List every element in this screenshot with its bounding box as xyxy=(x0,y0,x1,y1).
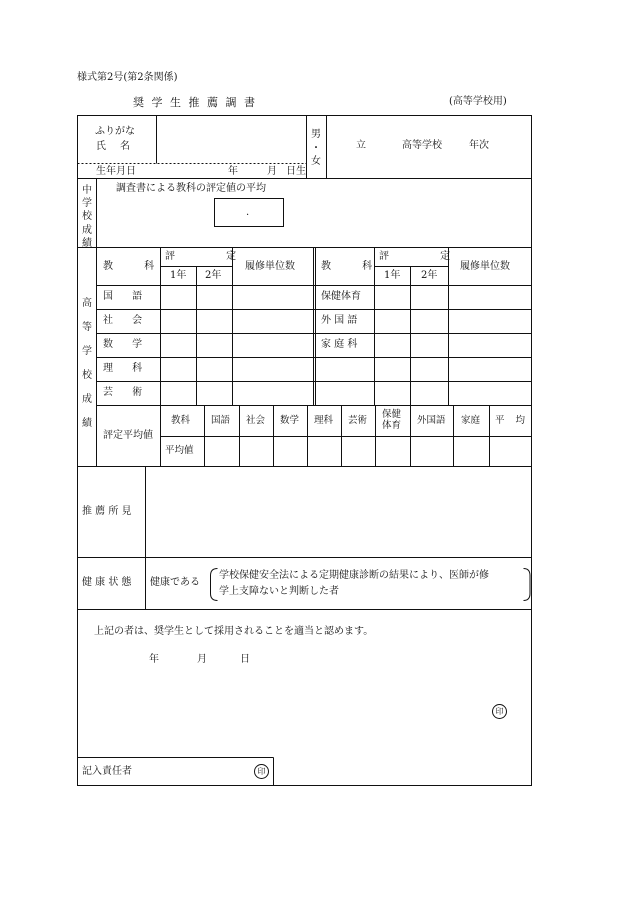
avg-header: 平 均 xyxy=(495,415,530,426)
health-label: 健 康 状 態 xyxy=(82,577,132,588)
subject-left: 国 語 xyxy=(103,291,151,302)
furigana-label: ふりがな xyxy=(95,126,135,137)
high-school-label: 高等学校 xyxy=(402,140,442,151)
col-year1-left: 1年 xyxy=(170,270,187,281)
subject-right: 外 国 語 xyxy=(321,315,358,326)
subject-left: 芸 術 xyxy=(103,387,151,398)
birth-year-label: 年 xyxy=(228,166,238,177)
signer-seal: 印 xyxy=(254,764,269,779)
sex-label: 男 ・ 女 xyxy=(311,129,321,167)
subject-left: 理 科 xyxy=(103,363,151,374)
subject-right: 保健体育 xyxy=(321,291,361,302)
form-number: 様式第2号(第2条関係) xyxy=(77,72,178,83)
col-year2-left: 2年 xyxy=(205,270,222,281)
col-subject-left: 教 科 xyxy=(103,261,169,272)
form-title: 奨 学 生 推 薦 調 書 xyxy=(133,96,257,109)
health-text-line1: 学校保健安全法による定期健康診断の結果により、医師が修 xyxy=(219,570,489,581)
approval-day-label: 日 xyxy=(240,654,250,665)
avg-label: 評定平均値 xyxy=(103,430,153,441)
col-credits-left: 履修単位数 xyxy=(245,261,295,272)
subject-left: 社 会 xyxy=(103,315,151,326)
avg-header: 保健 体育 xyxy=(382,409,402,432)
avg-header: 芸術 xyxy=(348,415,368,426)
avg-header: 教科 xyxy=(171,415,191,426)
health-text-line2: 学上支障ないと判断した者 xyxy=(219,586,339,597)
approval-seal: 印 xyxy=(492,704,507,719)
birth-month-label: 月 xyxy=(267,166,277,177)
col-subject-right: 教 科 xyxy=(321,261,387,272)
birth-label: 生年月日 xyxy=(96,166,136,177)
health-prefix: 健康である xyxy=(150,577,200,588)
signer-label: 記入責任者 xyxy=(82,766,132,777)
avg-header: 外国語 xyxy=(417,415,446,426)
avg-header: 国語 xyxy=(211,415,231,426)
col-year1-right: 1年 xyxy=(384,270,401,281)
approval-statement: 上記の者は、奨学生として採用されることを適当と認めます。 xyxy=(94,626,374,637)
school-label: 立 xyxy=(356,140,366,151)
junior-high-average-value[interactable]: . xyxy=(246,207,250,218)
col-credits-right: 履修単位数 xyxy=(460,261,510,272)
name-label: 氏名 xyxy=(96,141,144,152)
avg-row-label: 平均値 xyxy=(165,445,194,456)
col-rating-left: 評 定 xyxy=(165,251,261,262)
junior-high-section-label: 中学校成績 xyxy=(82,185,92,249)
avg-header: 社会 xyxy=(246,415,266,426)
col-year2-right: 2年 xyxy=(421,270,438,281)
col-rating-right: 評 定 xyxy=(379,251,475,262)
approval-month-label: 月 xyxy=(197,654,207,665)
high-school-section-label: 高等学校成績 xyxy=(82,298,92,429)
form-usage: (高等学校用) xyxy=(449,96,507,107)
avg-header: 家庭 xyxy=(461,415,481,426)
junior-high-average-label: 調査書による教科の評定値の平均 xyxy=(116,183,266,194)
avg-header: 数学 xyxy=(280,415,300,426)
approval-year-label: 年 xyxy=(149,654,159,665)
grade-label: 年次 xyxy=(469,140,489,151)
avg-header: 理科 xyxy=(314,415,334,426)
subject-right: 家 庭 科 xyxy=(321,339,358,350)
recommendation-label: 推 薦 所 見 xyxy=(82,506,132,517)
birth-day-label: 日生 xyxy=(286,166,306,177)
subject-left: 数 学 xyxy=(103,339,151,350)
